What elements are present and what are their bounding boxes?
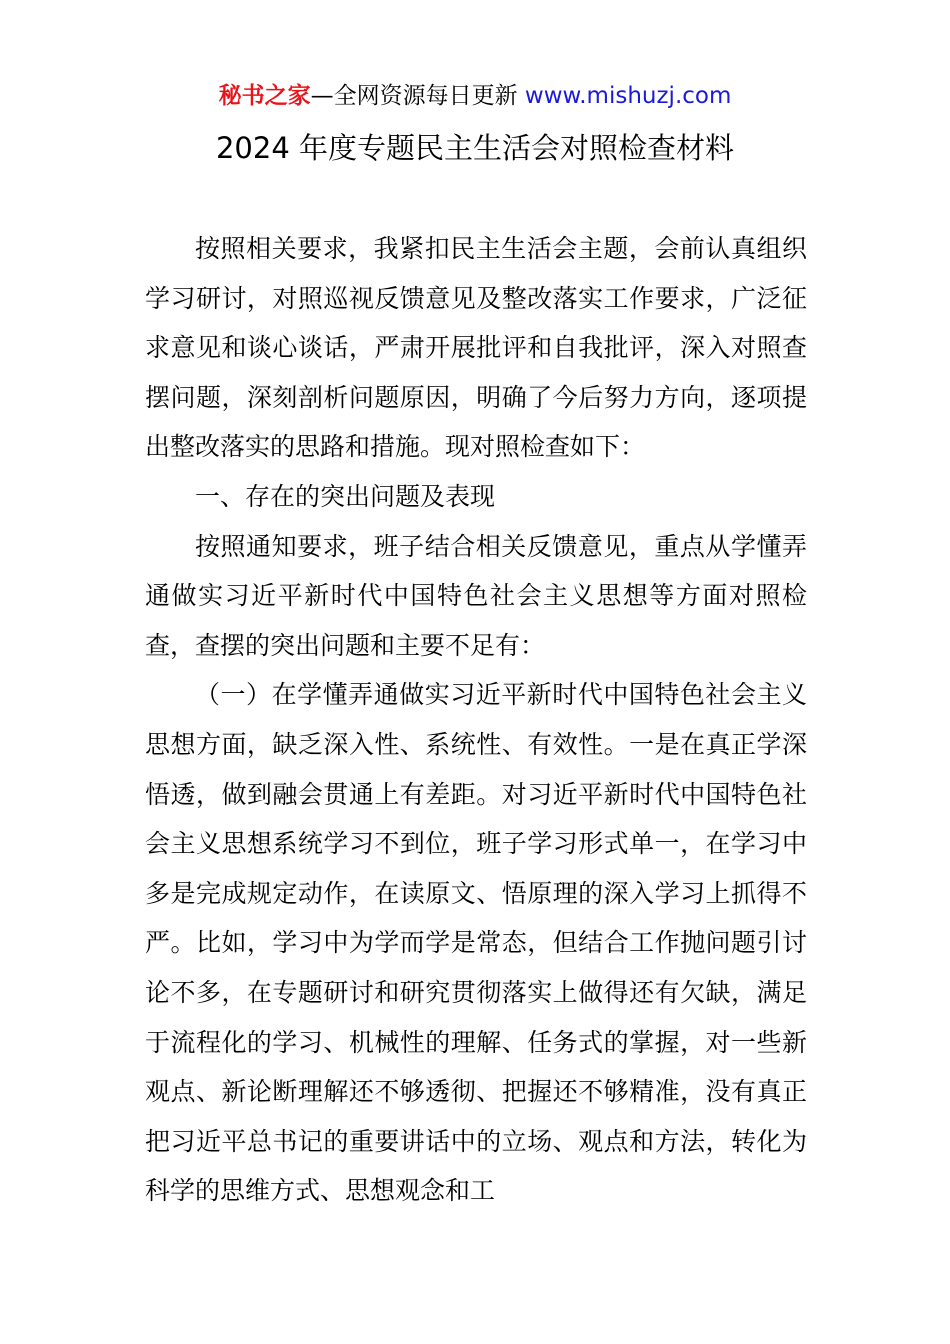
watermark-header xyxy=(0,80,950,112)
document-body xyxy=(145,224,807,1216)
header-tagline: 全网资源每日更新 xyxy=(333,83,518,109)
document-title: 2024 年度专题民主生活会对照检查材料 xyxy=(215,131,735,165)
body-paragraph: （一）在学懂弄通做实习近平新时代中国特色社会主义思想方面，缺乏深入性、系统性、有效性。一是在真正学深悟透，做到融会贯通上有差距。对习近平新时代中国特色社会主义思想系统学习不到位，班子学习形式单一，在学习中多是完成规定动作，在读原文、悟原理的深入学习上抓得不严。比如，学习中为学而学是常态，但结合工作抛问题引讨论不多，在专题研讨和研究贯彻落实上做得还有欠缺，满足于流程化的学习、机械性的理解、任务式的掌握，对一些新观点、新论断理解还不够透彻、把握还不够精准，没有真正把习近平总书记的重要讲话中的立场、观点和方法，转化为科学的思维方式、思想观念和工 xyxy=(145,680,807,1206)
site-url: www.mishuzj.com xyxy=(517,83,732,109)
section-heading: 一、存在的突出问题及表现 xyxy=(195,481,496,511)
intro-paragraph: 按照相关要求，我紧扣民主生活会主题，会前认真组织学习研讨，对照巡视反馈意见及整改落实工作要求，广泛征求意见和谈心谈话，严肃开展批评和自我批评，深入对照查摆问题，深刻剖析问题原因，明确了今后努力方向，逐项提出整改落实的思路和措施。现对照检查如下： xyxy=(145,234,807,462)
body-paragraph: 按照通知要求，班子结合相关反馈意见，重点从学懂弄通做实习近平新时代中国特色社会主义思想等方面对照检查，查摆的突出问题和主要不足有： xyxy=(145,531,807,660)
header-dash: — xyxy=(310,83,334,109)
brand-name: 秘书之家 xyxy=(218,83,311,109)
